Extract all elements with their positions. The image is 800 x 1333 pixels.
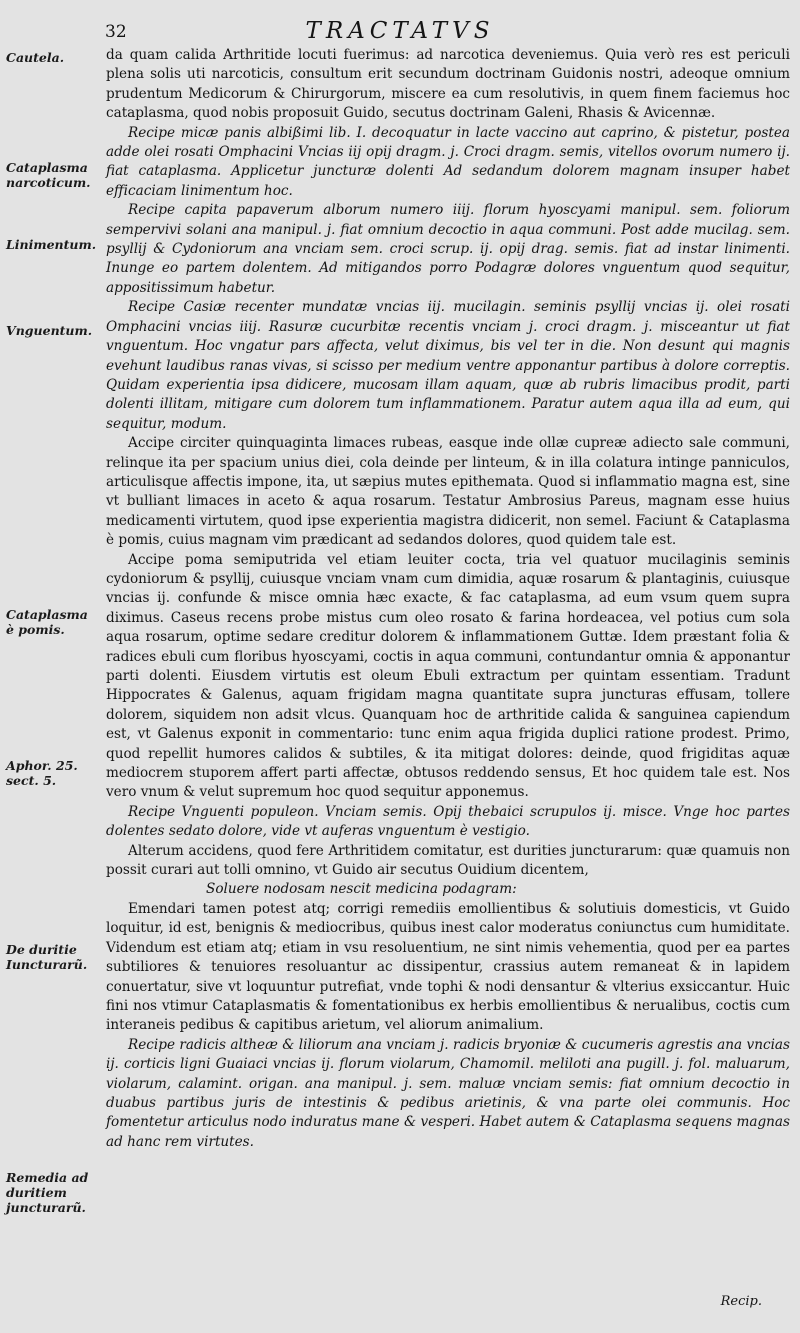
margin-note: Cataplasma narcoticum. bbox=[6, 160, 91, 190]
margin-note: Cautela. bbox=[6, 50, 65, 65]
margin-note: Cataplasma è pomis. bbox=[6, 607, 88, 637]
recipe-paragraph: Recipe micæ panis albißimi lib. I. decoquatur in lacte vaccino aut caprino, & pistetur, postea adde olei rosati Omphacini Vncias iij opij dragm. j. Croci dragm. semis, vitellos ovorum numero ij. fiat cataplasma. Applicetur juncturæ dolenti Ad sedandum dolorem magnam insuper habet efficaciam linimentum hoc. bbox=[106, 124, 790, 199]
margin-note: Remedia ad duritiem juncturarũ. bbox=[6, 1170, 89, 1215]
running-head: TRACTATVS bbox=[305, 18, 495, 44]
recipe-paragraph: Recipe capita papaverum alborum numero iiij. florum hyoscyami manipul. sem. foliorum sempervivi solani ana manipul. j. fiat omnium decoctio in aqua communi. Post adde mucilag. sem. psyllij & Cydoniorum ana vnciam sem. croci scrup. ij. opij drag. semis. fiat ad instar linimenti. Inunge eo partem dolentem. Ad mitigandos porro Podagræ dolores vnguentum quod sequitur, appositissimum habetur. bbox=[106, 202, 790, 296]
verse-line: Soluere nodosam nescit medicina podagram: bbox=[206, 881, 517, 898]
paragraph: Accipe circiter quinquaginta limaces rubeas, easque inde ollæ cupreæ adiecto sale communi, relinque ita per spacium unius diei, cola deinde per linteum, & in illa colatura intinge panniculos, articulisque affectis impone, ita, ut sæpius mutes epithemata. Quod si inflammatio magna est, sine vt bulliant limaces in aceto & aqua rosarum. Testatur Ambrosius Pareus, magnam esse huius medicamenti virtutem, quod ipse experientia magistra didicerit, non semel. Faciunt & Cataplasma è pomis, cuius magnam vim prædicant ad sedandos dolores, quod quidem tale est. bbox=[106, 435, 790, 549]
recipe-paragraph: Recipe radicis altheæ & liliorum ana vnciam j. radicis bryoniæ & cucumeris agrestis ana vncias ij. corticis ligni Guaiaci vncias ij. florum violarum, Chamomil. meliloti ana pugill. j. fol. maluarum, violarum, calamint. origan. ana manipul. j. sem. maluæ vnciam semis: fiat omnium decoctio in duabus partibus juris de intestinis & pedibus arietinis, & vna parte olei communis. Hoc fomentetur articulus nodo induratus mane & vesperi. Habet autem & Cataplasma sequens magnas ad hanc rem virtutes. bbox=[106, 1036, 790, 1150]
paragraph: Accipe poma semiputrida vel etiam leuiter cocta, tria vel quatuor mucilaginis seminis cydoniorum & psyllij, cuiusque vnciam vnam cum dimidia, aquæ rosarum & plantaginis, cuiusque vncias ij. confunde & misce omnia hæc exacte, & fac cataplasma, ad eum vsum quem supra diximus. Caseus recens probe mistus cum oleo rosato & farina hordeacea, vel potius cum sola aqua rosarum, optime sedare creditur dolorem & inflammationem Guttæ. Idem præstant folia & radices ebuli cum floribus hyoscyami, coctis in aqua communi, contundantur omnia & apponantur parti dolenti. Eiusdem virtutis est oleum Ebuli extractum per quintam essentiam. Tradunt Hippocrates & Galenus, aquam frigidam magna quantitate supra juncturas effusam, tollere dolorem, siquidem non adsit vlcus. Quanquam hoc de arthritide calida & sanguinea capiendum est, vt Galenus exponit in commentario: tunc enim aqua frigida duplici ratione prodest. Primo, quod repellit humores calidos & subtiles, & ita mitigat dolores: deinde, quod frigiditas aquæ mediocrem stuporem affert parti affectæ, obtusos reddendo sensus, Et hoc quidem tale est. Nos vero vnum & velut supremum hoc quod sequitur apponemus. bbox=[106, 551, 790, 801]
recipe-paragraph: Recipe Casiæ recenter mundatæ vncias iij. mucilagin. seminis psyllij vncias ij. olei rosati Omphacini vncias iiij. Rasuræ cucurbitæ recentis vnciam j. croci dragm. j. misceantur ut fiat vnguentum. Hoc vngatur pars affecta, velut diximus, bis vel ter in die. Non desunt qui magnis evehunt laudibus ranas vivas, si scisso per medium ventre apponantur partibus à dolore correptis. Quidam experientia ipsa didicere, mucosam illam aquam, quæ ab rubris limacibus prodit, parti dolenti illitam, mitigare cum dolorem tum inflammationem. Paratur autem aqua illa ad eum, qui sequitur, modum. bbox=[106, 299, 790, 432]
page-number: 32 bbox=[105, 22, 127, 42]
paragraph: Emendari tamen potest atq; corrigi remediis emollientibus & solutiuis domesticis, vt Guido loquitur, id est, benignis & mediocribus, quibus inest calor moderatus coniunctus cum humiditate. Videndum est etiam atq; etiam in vsu resoluentium, ne sint nimis vehementia, quod per ea partes subtiliores & tenuiores resoluantur ac dissipentur, crassius autem remaneat & in lapidem conuertatur, sive vt loquuntur putrefiat, vnde tophi & nodi densantur & vlterius exsiccantur. Huic fini nos vtimur Cataplasmatis & fomentationibus ex herbis emollientibus & nerualibus, coctis cum interaneis pedibus & capitibus arietum, vel aliorum animalium. bbox=[106, 900, 790, 1034]
paragraph: Alterum accidens, quod fere Arthritidem comitatur, est durities juncturarum: quæ quamuis non possit curari aut tolli omnino, vt Guido air secutus Ouidium dicentem, bbox=[106, 842, 790, 879]
margin-note: Aphor. 25. sect. 5. bbox=[6, 758, 78, 788]
body-text bbox=[106, 46, 790, 1152]
catchword: Recip. bbox=[720, 1294, 762, 1309]
paragraph: da quam calida Arthritide locuti fuerimus: ad narcotica deveniemus. Quia verò res est periculi plena solis uti narcoticis, consultum erit secundum doctrinam Guidonis nostri, adeoque omnium prudentum Medicorum & Chirurgorum, miscere ea cum resolutivis, in quem finem faciemus hoc cataplasma, quod nobis proposuit Guido, secutus doctrinam Galeni, Rhasis & Avicennæ. bbox=[106, 47, 790, 122]
recipe-paragraph: Recipe Vnguenti populeon. Vnciam semis. Opij thebaici scrupulos ij. misce. Vnge hoc partes dolentes sedato dolore, vide vt auferas vnguentum è vestigio. bbox=[106, 803, 790, 840]
margin-note: De duritie Iuncturarũ. bbox=[6, 942, 88, 972]
margin-note: Linimentum. bbox=[6, 237, 97, 252]
margin-note: Vnguentum. bbox=[6, 323, 93, 338]
